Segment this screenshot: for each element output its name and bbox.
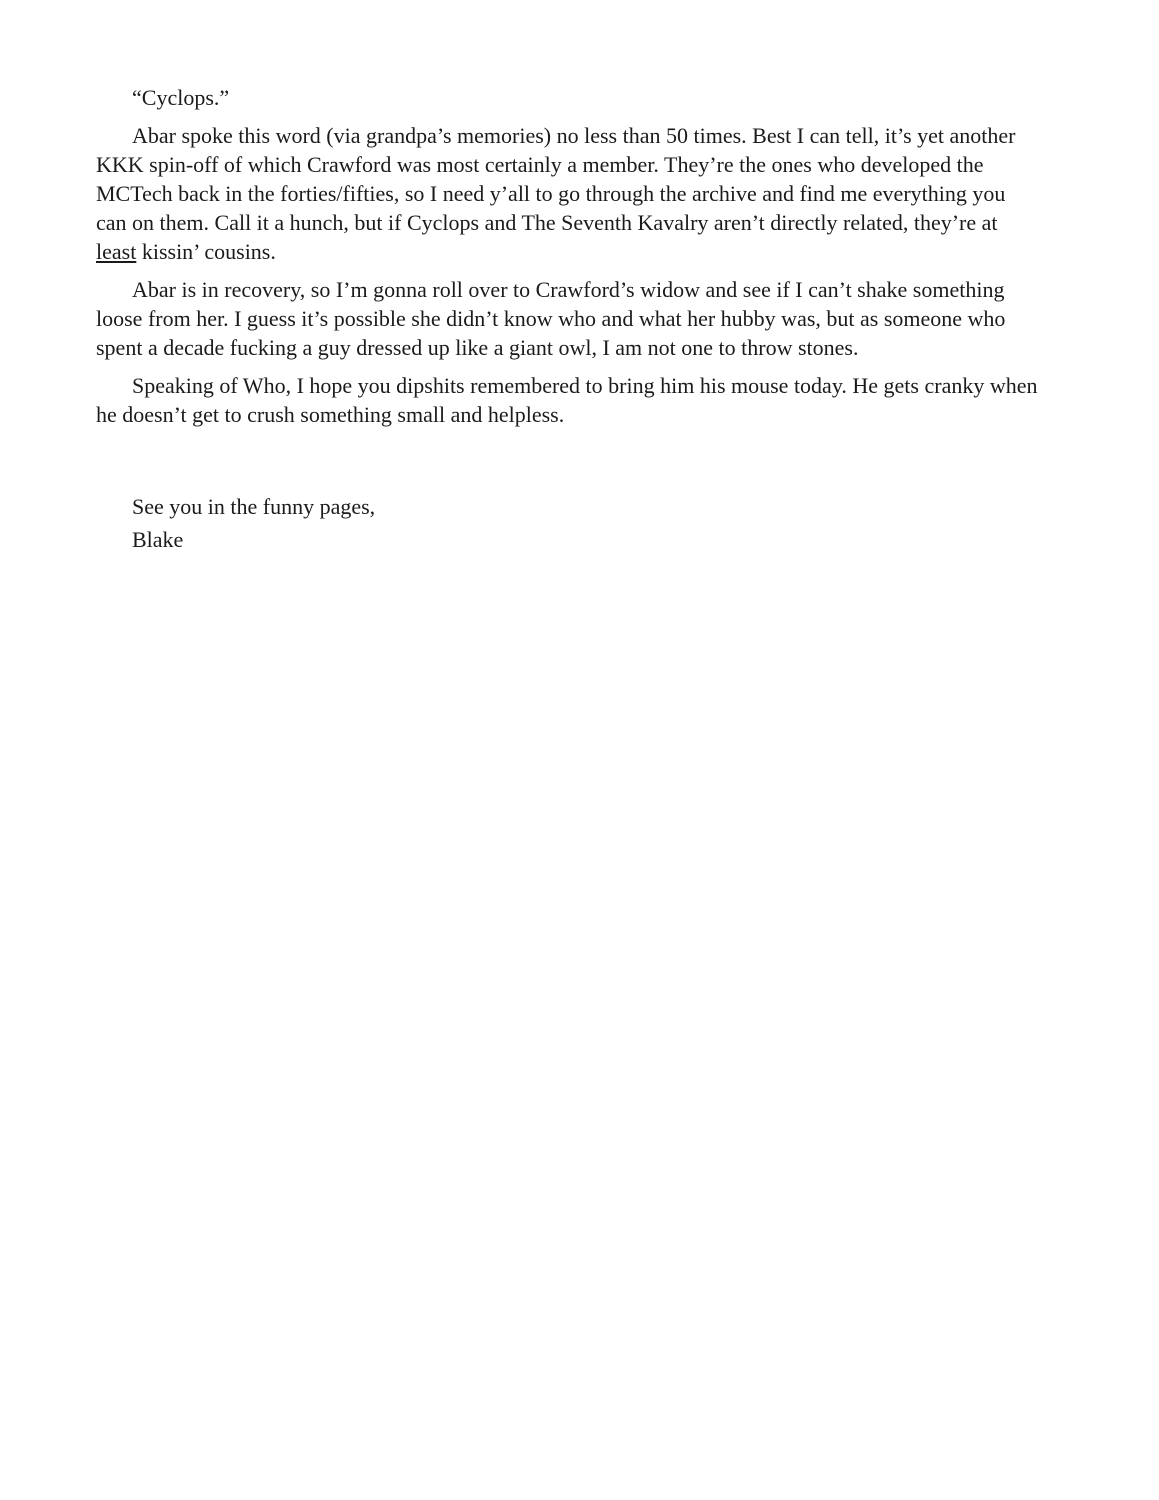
- text-run: Abar spoke this word (via grandpa’s memories) no less than 50 times. Best I can tell, it’s yet another KKK spin-off of which Crawford was most certainly a member. They’re the ones who developed the MCTech back in the forties/fifties, so I need y’all to go through the archive and find me everything you can on them. Call it a hunch, but if Cyclops and The Seventh Kavalry aren’t directly related, they’re at: [96, 123, 1016, 235]
- signature: Blake: [132, 527, 184, 552]
- underlined-text: least: [96, 239, 137, 264]
- letter-closing: [96, 492, 1041, 554]
- paragraph: [96, 275, 1041, 362]
- text-run: Abar is in recovery, so I’m gonna roll over to Crawford’s widow and see if I can’t shake something loose from her. I guess it’s possible she didn’t know who and what her hubby was, but as someone who spent a decade fucking a guy dressed up like a giant owl, I am not one to throw stones.: [96, 277, 1006, 360]
- paragraph: [96, 83, 1041, 112]
- text-run: kissin’ cousins.: [136, 239, 276, 264]
- closing-line: See you in the funny pages,: [132, 494, 376, 519]
- paragraph: [96, 121, 1041, 266]
- text-run: Speaking of Who, I hope you dipshits remembered to bring him his mouse today. He gets cranky when he doesn’t get to crush something small and helpless.: [96, 373, 1038, 427]
- text-run: “Cyclops.”: [132, 85, 230, 110]
- paragraph: [96, 371, 1041, 429]
- letter-body: [96, 83, 1041, 558]
- letter-paragraphs: [96, 83, 1041, 429]
